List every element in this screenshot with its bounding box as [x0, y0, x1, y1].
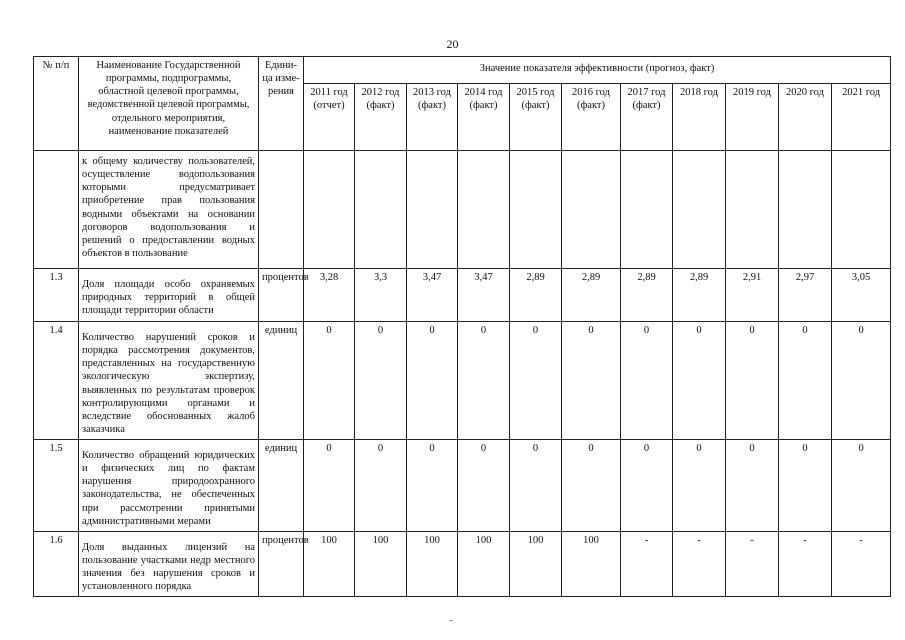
- table-row: [34, 322, 891, 440]
- value-cell: [407, 151, 458, 269]
- indicator-unit: процентов: [259, 269, 304, 322]
- value-cell: 0: [510, 440, 562, 532]
- value-cell: 100: [355, 532, 407, 597]
- value-cell: [562, 151, 621, 269]
- row-number: 1.3: [34, 269, 79, 322]
- indicator-unit: [259, 151, 304, 269]
- value-cell: [832, 151, 891, 269]
- value-cell: 0: [726, 440, 779, 532]
- value-cell: 0: [407, 322, 458, 440]
- table-row: [34, 269, 891, 322]
- value-cell: [304, 151, 355, 269]
- header-year: 2015 год (факт): [510, 84, 562, 151]
- header-unit: Едини-ца изме-рения: [259, 57, 304, 151]
- header-year: 2014 год (факт): [458, 84, 510, 151]
- value-cell: 3,47: [458, 269, 510, 322]
- value-cell: -: [779, 532, 832, 597]
- value-cell: 100: [510, 532, 562, 597]
- value-cell: 100: [407, 532, 458, 597]
- value-cell: [355, 151, 407, 269]
- value-cell: 2,89: [510, 269, 562, 322]
- table-row: [34, 151, 891, 269]
- value-cell: -: [832, 532, 891, 597]
- value-cell: -: [726, 532, 779, 597]
- value-cell: 100: [458, 532, 510, 597]
- value-cell: [673, 151, 726, 269]
- value-cell: -: [621, 532, 673, 597]
- header-year: 2012 год (факт): [355, 84, 407, 151]
- indicator-unit: единиц: [259, 322, 304, 440]
- row-number: 1.6: [34, 532, 79, 597]
- indicators-table: [33, 56, 891, 597]
- header-year: 2013 год (факт): [407, 84, 458, 151]
- indicator-name: Количество нарушений сроков и порядка рассмотрения документов, представленных на государственную экологическую экспертизу, выявленных по результатам проверок контролирующими органами и вследствие обоснованных жалоб заказчика: [79, 322, 259, 440]
- value-cell: 0: [458, 440, 510, 532]
- value-cell: [458, 151, 510, 269]
- table-row: [34, 532, 891, 597]
- indicator-name: Доля выданных лицензий на пользование участками недр местного значения без нарушения сроков и установленного порядка: [79, 532, 259, 597]
- row-number: 1.4: [34, 322, 79, 440]
- indicator-name: к общему количеству пользователей, осуществление водопользования которыми предусматривает приобретение прав пользования водными объектами на основании договоров водопользования и решений о предоставлении водных объектов в пользование: [79, 151, 259, 269]
- header-name: Наименование Государственной программы, подпрограммы, областной целевой программы, ведомственной целевой программы, отдельного мероприятия, наименование показателей: [79, 57, 259, 151]
- value-cell: [621, 151, 673, 269]
- value-cell: 0: [621, 322, 673, 440]
- header-year: 2011 год (отчет): [304, 84, 355, 151]
- indicator-unit: процентов: [259, 532, 304, 597]
- value-cell: [779, 151, 832, 269]
- value-cell: 2,97: [779, 269, 832, 322]
- header-values: Значение показателя эффективности (прогноз, факт): [304, 57, 891, 84]
- value-cell: 0: [407, 440, 458, 532]
- value-cell: 0: [562, 440, 621, 532]
- value-cell: 100: [304, 532, 355, 597]
- value-cell: 0: [304, 322, 355, 440]
- page-number: 20: [446, 37, 459, 51]
- value-cell: 3,05: [832, 269, 891, 322]
- table-row: [34, 440, 891, 532]
- value-cell: 0: [458, 322, 510, 440]
- indicator-name: Доля площади особо охраняемых природных территорий в общей площади территории области: [79, 269, 259, 322]
- value-cell: 0: [304, 440, 355, 532]
- header-year: 2019 год: [726, 84, 779, 151]
- value-cell: 2,89: [562, 269, 621, 322]
- value-cell: 0: [832, 322, 891, 440]
- value-cell: 2,89: [621, 269, 673, 322]
- value-cell: 0: [673, 440, 726, 532]
- scan-mark: [449, 620, 453, 621]
- header-row-top: [34, 57, 891, 84]
- value-cell: 3,28: [304, 269, 355, 322]
- value-cell: 0: [726, 322, 779, 440]
- value-cell: 3,3: [355, 269, 407, 322]
- value-cell: 0: [510, 322, 562, 440]
- header-num: № п/п: [34, 57, 79, 151]
- value-cell: 0: [355, 440, 407, 532]
- header-year: 2017 год (факт): [621, 84, 673, 151]
- value-cell: 0: [779, 440, 832, 532]
- row-number: [34, 151, 79, 269]
- value-cell: [510, 151, 562, 269]
- value-cell: 0: [621, 440, 673, 532]
- indicator-unit: единиц: [259, 440, 304, 532]
- value-cell: 2,89: [673, 269, 726, 322]
- header-year: 2020 год: [779, 84, 832, 151]
- value-cell: 0: [673, 322, 726, 440]
- header-year: 2016 год (факт): [562, 84, 621, 151]
- value-cell: [726, 151, 779, 269]
- value-cell: -: [673, 532, 726, 597]
- header-year: 2018 год: [673, 84, 726, 151]
- value-cell: 0: [562, 322, 621, 440]
- value-cell: 0: [779, 322, 832, 440]
- value-cell: 3,47: [407, 269, 458, 322]
- value-cell: 0: [355, 322, 407, 440]
- header-year: 2021 год: [832, 84, 891, 151]
- value-cell: 100: [562, 532, 621, 597]
- indicator-name: Количество обращений юридических и физических лиц по фактам нарушения природоохранного законодательства, не обеспеченных при рассмотрении принятыми административными мерами: [79, 440, 259, 532]
- row-number: 1.5: [34, 440, 79, 532]
- value-cell: 2,91: [726, 269, 779, 322]
- value-cell: 0: [832, 440, 891, 532]
